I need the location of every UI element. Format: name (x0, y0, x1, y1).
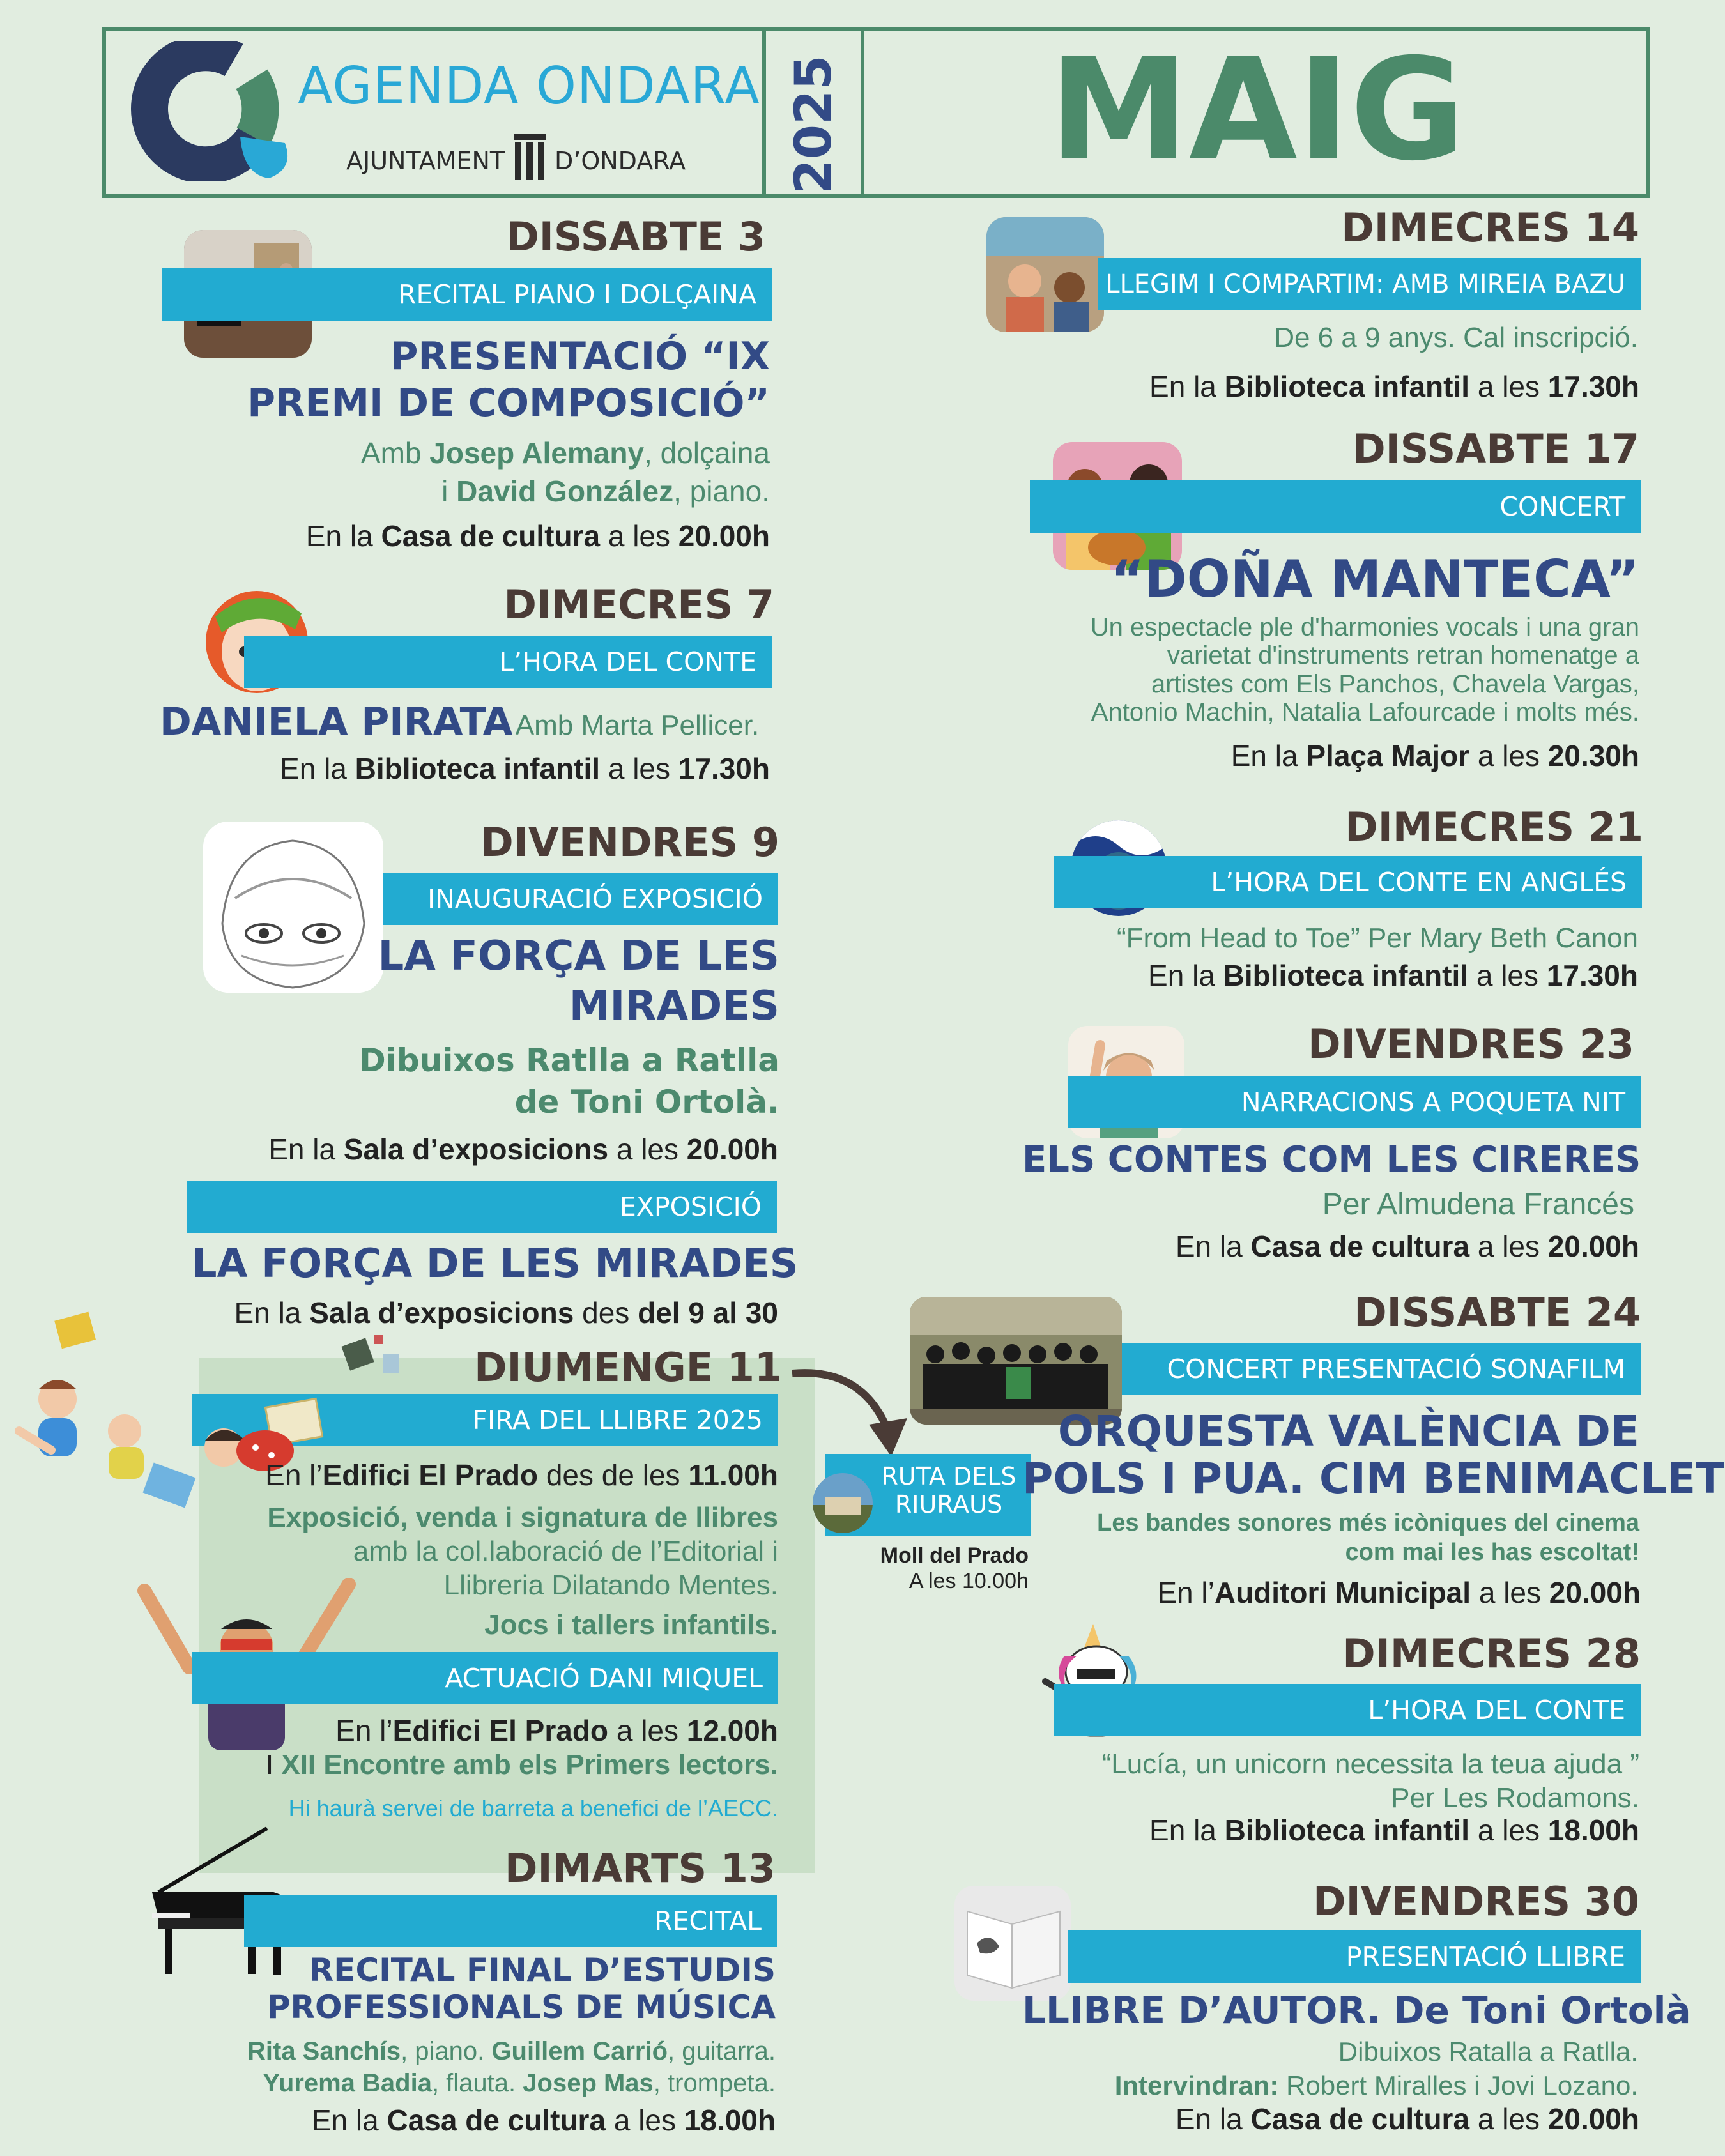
event-9-day: DIVENDRES 9 (480, 819, 779, 866)
event-13-title-line-2: PROFESSIONALS DE MÚSICA (266, 1988, 776, 2026)
location-connector: a les (1469, 739, 1548, 772)
council-name-right: D’ONDARA (555, 147, 686, 175)
event-13-category: RECITAL (244, 1895, 777, 1947)
location-venue: Biblioteca infantil (1224, 1814, 1470, 1847)
event-17-desc-line-3: artistes com Els Panchos, Chavela Vargas, (1151, 669, 1639, 698)
ruta-time: A les 10.00h (908, 1569, 1029, 1593)
event-3-performer-1: Josep Alemany (429, 436, 645, 470)
location-prefix: En la (1149, 370, 1225, 403)
location-connector: a les (1469, 1230, 1548, 1263)
location-time: 20.00h (686, 1133, 778, 1166)
event-21-category: L’HORA DEL CONTE EN ANGLÉS (1054, 856, 1642, 908)
location-connector: des (574, 1296, 638, 1329)
event-7-category: L’HORA DEL CONTE (244, 636, 772, 688)
council-crest-icon (511, 131, 548, 182)
ruta-place: Moll del Prado (880, 1543, 1029, 1568)
event-28-location (1022, 1813, 1639, 1848)
event-23-category: NARRACIONS A POQUETA NIT (1068, 1076, 1641, 1128)
event-9-category: INAUGURACIÓ EXPOSICIÓ (383, 873, 778, 925)
location-connector: a les (600, 752, 678, 785)
location-time: 17.30h (1547, 370, 1639, 403)
event-7-location (192, 751, 770, 786)
location-time: 18.00h (1547, 1814, 1639, 1847)
location-venue: Biblioteca infantil (355, 752, 601, 785)
event-23-title: ELS CONTES COM LES CIRERES (1022, 1139, 1641, 1181)
location-venue: Casa de cultura (1250, 1230, 1470, 1263)
ruta-title-line-2: RIURAUS (894, 1490, 1003, 1518)
location-connector: a les (608, 1133, 687, 1166)
location-connector: des de les (538, 1458, 689, 1492)
event-9-title (192, 931, 779, 1031)
location-connector: a les (1469, 370, 1548, 403)
event-11-day: DIUMENGE 11 (474, 1344, 782, 1391)
location-prefix: En la (268, 1133, 344, 1166)
event-28-desc-line-1: “Lucía, un unicorn necessita la teua ajuda ” (1101, 1748, 1639, 1780)
event-30-day: DIVENDRES 30 (1313, 1878, 1639, 1925)
location-prefix: En la (280, 752, 355, 785)
event-11-note: Hi haurà servei de barreta a benefici de l’AECC. (288, 1795, 778, 1821)
location-prefix: En l’ (265, 1458, 323, 1492)
event-21-day: DIMECRES 21 (1345, 804, 1643, 850)
event-11-category: FIRA DEL LLIBRE 2025 (192, 1394, 778, 1446)
instrument: , piano. (401, 2037, 492, 2065)
location-venue: Plaça Major (1306, 739, 1470, 772)
event-24-description (1022, 1509, 1639, 1567)
event-30-desc-line-1: Dibuixos Ratalla a Ratlla. (1338, 2037, 1638, 2067)
event-9-title-line-2: MIRADES (569, 982, 779, 1030)
agenda-logo-icon (125, 41, 298, 181)
event-23-day: DIVENDRES 23 (1308, 1021, 1634, 1067)
location-connector: a les (608, 1714, 687, 1747)
event-24-title (1022, 1407, 1725, 1503)
event-7-day: DIMECRES 7 (503, 581, 774, 628)
event-17-description (997, 613, 1639, 727)
location-prefix: En l’ (1157, 1576, 1215, 1609)
event-7-title: DANIELA PIRATA (160, 700, 513, 744)
location-time: 20.00h (1549, 1576, 1641, 1609)
event-14-description: De 6 a 9 anys. Cal inscripció. (1274, 322, 1638, 353)
performer: Guillem Carrió (491, 2037, 668, 2065)
encounter-prefix: I (265, 1749, 282, 1780)
event-9-subtitle-line-2: de Toni Ortolà. (514, 1083, 779, 1120)
event-3-title-line-1: PRESENTACIÓ “IX (390, 334, 770, 379)
expo-category: EXPOSICIÓ (187, 1181, 777, 1233)
event-30-location (1022, 2102, 1639, 2137)
event-28-desc-line-2: Per Les Rodamons. (1391, 1782, 1639, 1814)
event-7-host: Amb Marta Pellicer. (515, 710, 760, 741)
location-prefix: En la (311, 2104, 387, 2137)
event-24-location (1022, 1575, 1641, 1610)
location-time: 20.00h (678, 519, 770, 553)
event-17-desc-line-1: Un espectacle ple d'harmonies vocals i una gran (1090, 613, 1639, 641)
event-28-day: DIMECRES 28 (1342, 1630, 1641, 1677)
event-14-location (1022, 369, 1639, 404)
event-30-speakers-label: Intervindran: (1114, 2070, 1279, 2100)
event-3-location (192, 519, 770, 554)
header-brand: AGENDA ONDARA (298, 56, 760, 116)
instrument: , guitarra. (668, 2037, 776, 2065)
event-24-photo (910, 1297, 1122, 1425)
location-prefix: En la (1175, 2102, 1251, 2136)
event-3-text: i (441, 474, 457, 508)
event-13-title-line-1: RECITAL FINAL D’ESTUDIS (309, 1952, 776, 1989)
event-17-location (1022, 738, 1639, 774)
event-30-title: LLIBRE D’AUTOR. De Toni Ortolà (1022, 1989, 1691, 2032)
event-14-category: LLEGIM I COMPARTIM: AMB MIREIA BAZU (1098, 258, 1641, 310)
event-9-location (192, 1132, 778, 1167)
event-23-location (1022, 1229, 1639, 1264)
location-connector: a les (1469, 1814, 1548, 1847)
event-30-category: PRESENTACIÓ LLIBRE (1068, 1930, 1641, 1983)
location-venue: Casa de cultura (381, 519, 601, 553)
location-prefix: En l’ (335, 1714, 393, 1747)
performer: Yurema Badia (263, 2069, 432, 2097)
council-name-left: AJUNTAMENT (346, 147, 505, 175)
event-30-speakers: Robert Miralles i Jovi Lozano. (1278, 2070, 1638, 2100)
header-year: 2025 (785, 55, 843, 194)
location-connector: a les (1471, 1576, 1549, 1609)
encounter-name: XII Encontre amb els Primers lectors. (281, 1749, 778, 1780)
location-prefix: En la (1175, 1230, 1251, 1263)
expo-location (192, 1296, 778, 1331)
event-17-category: CONCERT (1030, 480, 1641, 533)
event-9-title-line-1: LA FORÇA DE LES (378, 933, 779, 980)
location-venue: Auditori Municipal (1214, 1576, 1471, 1609)
event-21-location (1022, 958, 1638, 993)
event-17-title: “DOÑA MANTECA” (1110, 549, 1639, 609)
event-3-text: , dolçaina (644, 436, 770, 470)
ruta-title-line-1: RUTA DELS (881, 1462, 1016, 1490)
event-17-desc-line-2: varietat d'instruments retran homenatge a (1167, 641, 1639, 670)
event-13-performers (192, 2035, 776, 2099)
event-24-category: CONCERT PRESENTACIÓ SONAFILM (1122, 1343, 1641, 1395)
location-prefix: En la (305, 519, 381, 553)
location-time: 17.30h (678, 752, 770, 785)
event-14-day: DIMECRES 14 (1341, 204, 1639, 251)
event-13-location (192, 2103, 776, 2138)
event-24-title-line-2: POLS I PUA. CIM BENIMACLET (1022, 1453, 1725, 1503)
instrument: , trompeta. (653, 2069, 776, 2097)
event-9-subtitle-line-1: Dibuixos Ratlla a Ratlla (359, 1042, 779, 1079)
event-28-category: L’HORA DEL CONTE (1054, 1684, 1641, 1736)
event-3-text: Amb (360, 436, 430, 470)
event-3-performer-2: David González (456, 474, 674, 508)
location-prefix: En la (1148, 959, 1223, 992)
location-time: 20.00h (1547, 1230, 1639, 1263)
location-connector: a les (1469, 2102, 1548, 2136)
location-connector: a les (606, 2104, 684, 2137)
event-3-category: RECITAL PIANO I DOLÇAINA (162, 268, 772, 321)
event-7-title-row (160, 699, 786, 745)
event-11-desc-line-4: Jocs i tallers infantils. (484, 1609, 778, 1641)
location-venue: Edifici El Prado (322, 1458, 539, 1492)
location-venue: Biblioteca infantil (1223, 959, 1469, 992)
event-11-desc-line-3: Llibreria Dilatando Mentes. (443, 1569, 778, 1601)
event-3-day: DISSABTE 3 (506, 213, 765, 260)
event-3-performers (192, 434, 770, 511)
event-11-desc-line-2: amb la col.laboració de l’Editorial i (353, 1535, 778, 1567)
location-time: 17.30h (1546, 959, 1638, 992)
instrument: , flauta. (431, 2069, 523, 2097)
event-13-day: DIMARTS 13 (505, 1845, 776, 1892)
location-connector: a les (1468, 959, 1547, 992)
event-23-description: Per Almudena Francés (1322, 1188, 1634, 1221)
event-24-desc-line-2: com mai les has escoltat! (1345, 1538, 1639, 1566)
header-divider-1 (762, 27, 766, 198)
ruta-photo (813, 1473, 873, 1533)
location-prefix: En la (234, 1296, 310, 1329)
location-time: 18.00h (684, 2104, 776, 2137)
floating-books-icon (339, 1329, 409, 1386)
event-30-description (1022, 2035, 1638, 2102)
performer: Rita Sanchís (247, 2037, 401, 2065)
event-11-location-2 (192, 1713, 778, 1748)
event-14-photo (986, 217, 1104, 332)
expo-title: LA FORÇA DE LES MIRADES (192, 1240, 799, 1287)
location-connector: a les (600, 519, 678, 553)
event-17-desc-line-4: Antonio Machin, Natalia Lafourcade i molts més. (1091, 698, 1639, 727)
location-time: del 9 al 30 (638, 1296, 778, 1329)
event-11-desc-line-1: Exposició, venda i signatura de llibres (267, 1502, 778, 1533)
location-venue: Sala d’exposicions (343, 1133, 609, 1166)
location-prefix: En la (1230, 739, 1307, 772)
event-3-title (192, 333, 770, 427)
location-venue: Sala d’exposicions (309, 1296, 574, 1329)
event-11-location (192, 1458, 778, 1493)
event-21-description: “From Head to Toe” Per Mary Beth Canon (1117, 922, 1638, 954)
event-24-day: DISSABTE 24 (1354, 1289, 1641, 1336)
location-venue: Edifici El Prado (392, 1714, 609, 1747)
event-13-title (192, 1952, 776, 2026)
event-3-text: , piano. (673, 474, 770, 508)
location-time: 12.00h (686, 1714, 778, 1747)
location-venue: Casa de cultura (1250, 2102, 1470, 2136)
location-time: 11.00h (688, 1458, 778, 1492)
event-17-day: DISSABTE 17 (1353, 425, 1639, 472)
event-3-title-line-2: PREMI DE COMPOSICIÓ” (247, 381, 770, 426)
event-24-desc-line-1: Les bandes sonores més icòniques del cinema (1097, 1510, 1639, 1536)
performer: Josep Mas (523, 2069, 654, 2097)
location-time: 20.00h (1547, 2102, 1639, 2136)
event-9-subtitle (192, 1040, 779, 1123)
event-24-title-line-1: ORQUESTA VALÈNCIA DE (1057, 1407, 1639, 1456)
event-11-encounter (192, 1749, 778, 1781)
header-month: MAIG (1048, 28, 1466, 192)
location-time: 20.30h (1547, 739, 1639, 772)
location-venue: Biblioteca infantil (1224, 370, 1470, 403)
location-venue: Casa de cultura (387, 2104, 606, 2137)
event-28-description (1022, 1748, 1639, 1816)
location-prefix: En la (1149, 1814, 1225, 1847)
event-11-category-2: ACTUACIÓ DANI MIQUEL (192, 1652, 778, 1704)
ruta-title (875, 1463, 1022, 1518)
event-30-photo (954, 1886, 1071, 2001)
